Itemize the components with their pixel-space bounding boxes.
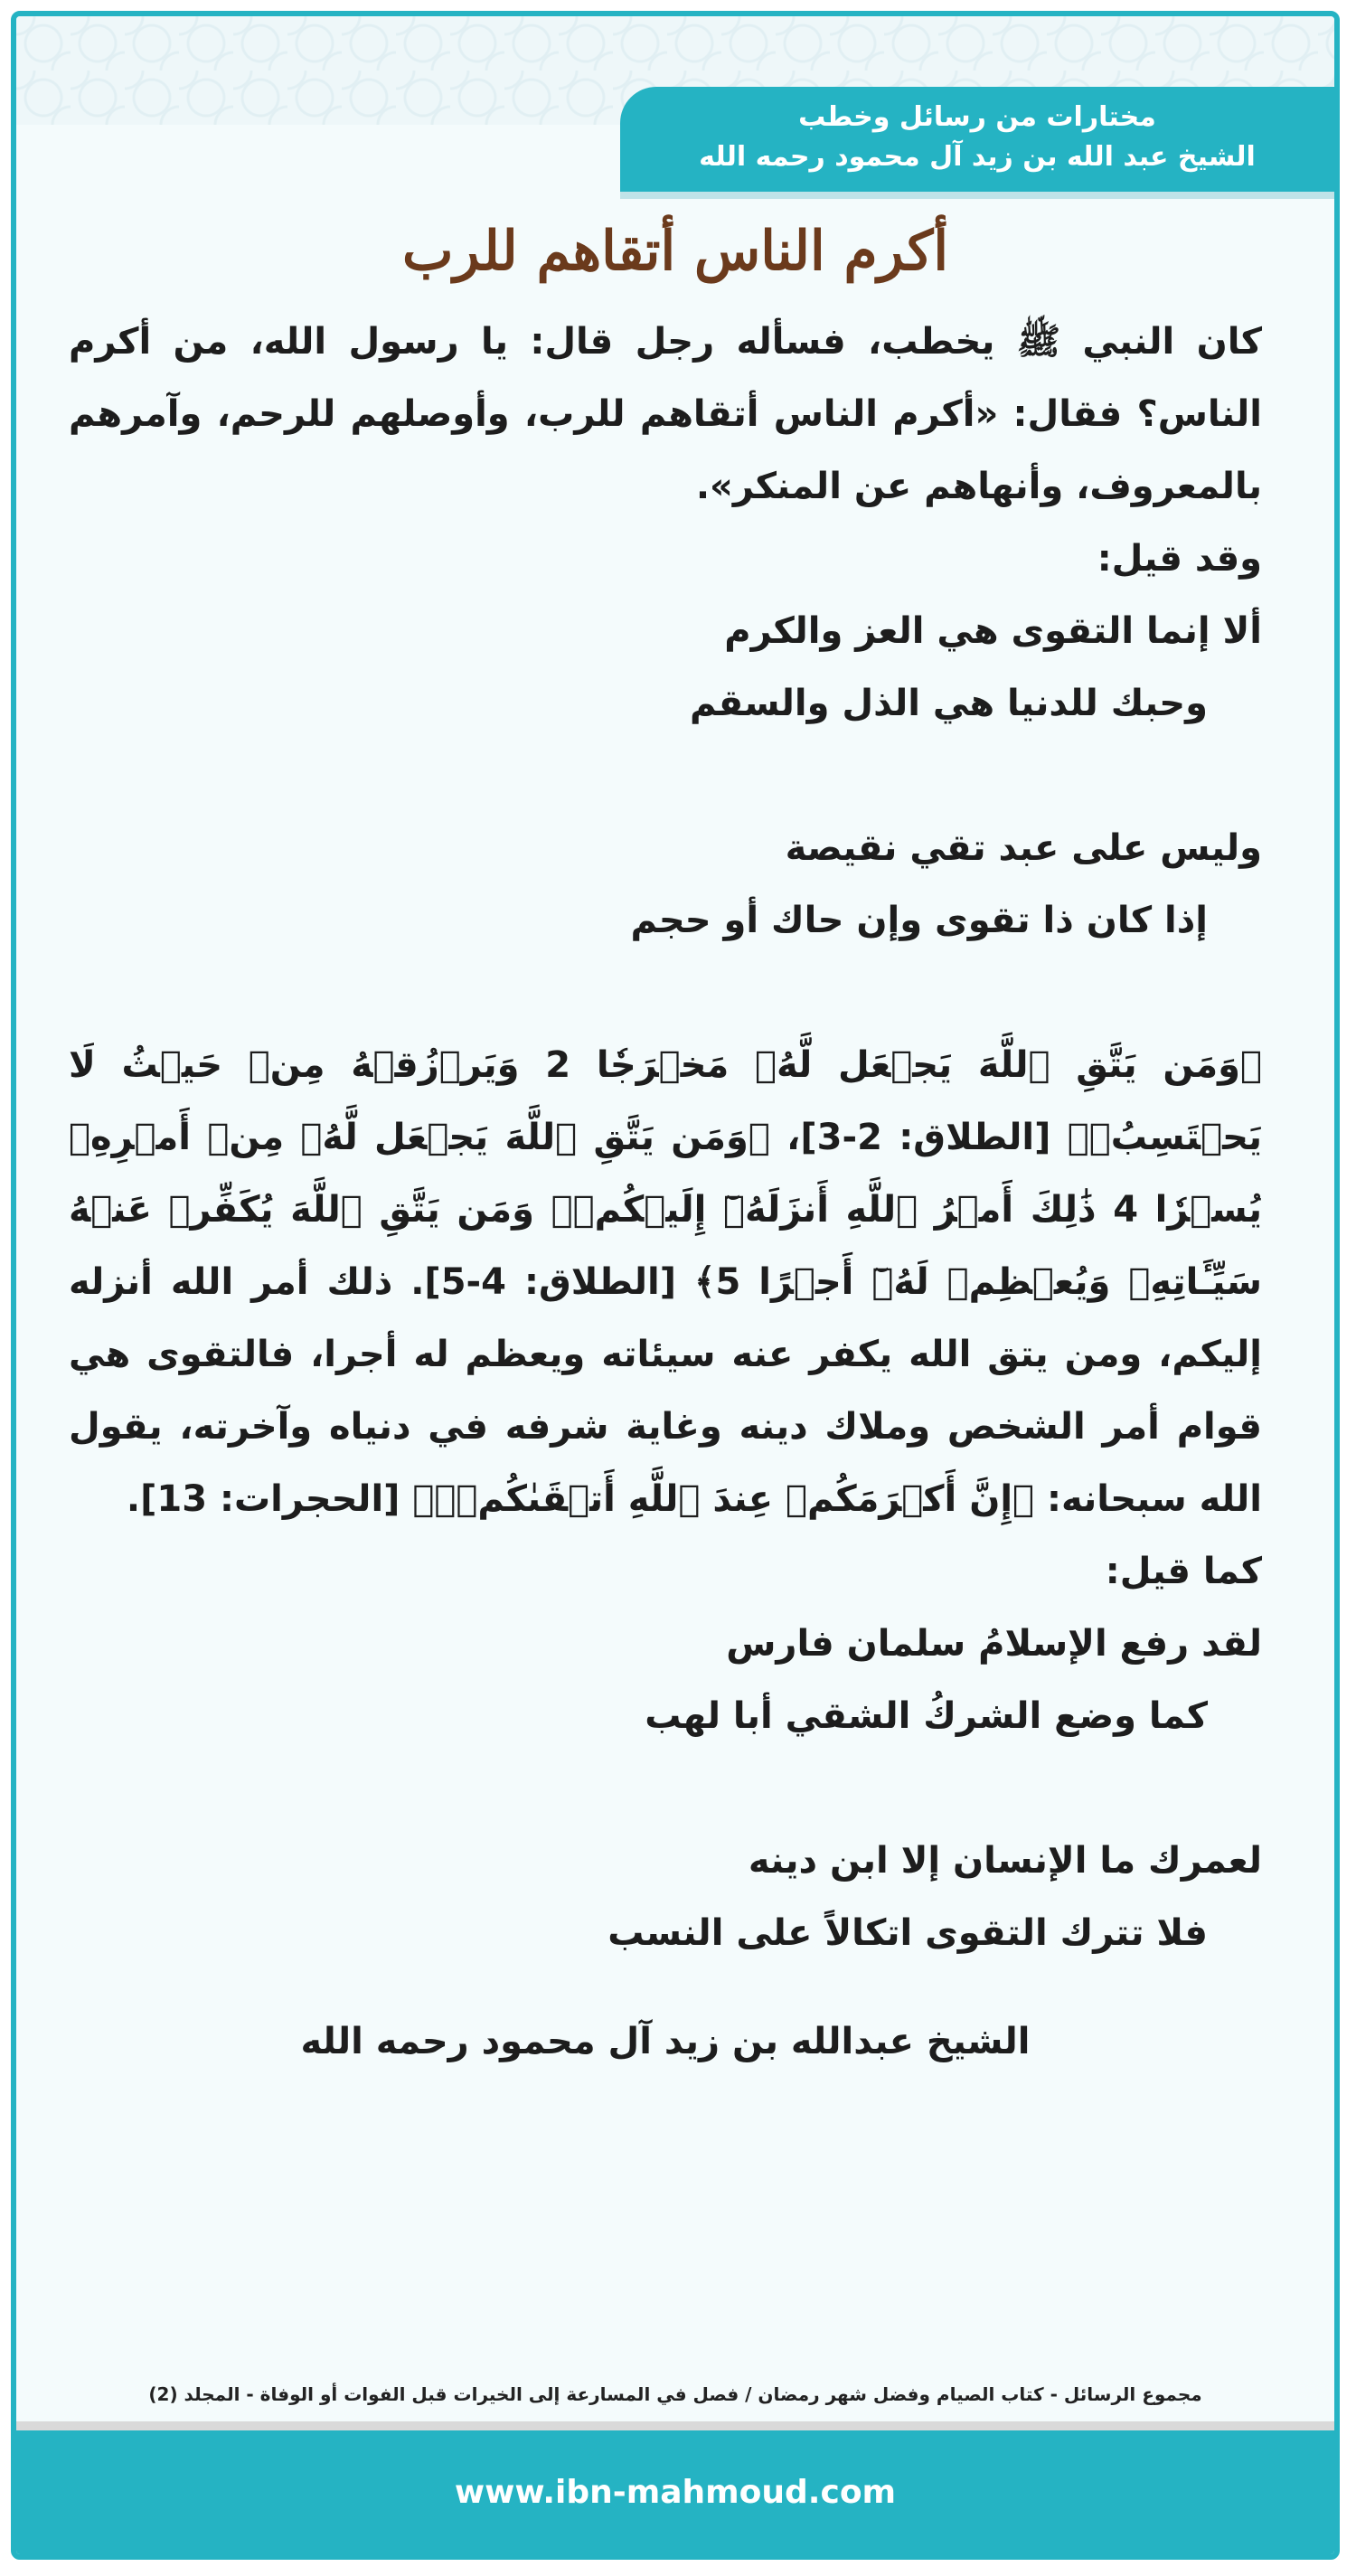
poem-1-verse-2a: وليس على عبد تقي نقيصة [785, 827, 1262, 869]
poem-1-verse-1b: وحبك للدنيا هي الذل والسقم [690, 683, 1208, 724]
page-frame [11, 11, 1340, 2560]
author-signature: الشيخ عبدالله بن زيد آل محمود رحمه الله [300, 2021, 1031, 2062]
footer-bar [16, 2430, 1334, 2554]
poem-1-verse-1a: ألا إنما التقوى هي العز والكرم [724, 610, 1262, 652]
poem-1 [69, 595, 1262, 957]
verses-paragraph: ﴿وَمَن يَتَّقِ ٱللَّهَ يَجۡعَل لَّهُۥ مَخۡرَجٗا 2 وَيَرۡزُقۡهُ مِنۡ حَيۡثُ لَا يَحۡتَسِبُۚ﴾ [الطلاق: 2-3]، ﴿وَمَن يَتَّقِ ٱللَّهَ يَجۡعَل لَّهُۥ مِنۡ أَمۡرِهِۦ يُسۡرٗا 4 ذَٰلِكَ أَمۡرُ ٱللَّهِ أَنزَلَهُۥٓ إِلَيۡكُمۡۚ وَمَن يَتَّقِ ٱللَّهَ يُكَفِّرۡ عَنۡهُ سَيِّـَٔاتِهِۦ وَيُعۡظِمۡ لَهُۥٓ أَجۡرًا 5﴾ [الطلاق: 4-5]. ذلك أمر الله أنزله إليكم، ومن يتق الله يكفر عنه سيئاته ويعظم له أجرا، فالتقوى هي قوام أمر الشخص وملاك دينه وغاية شرفه في دنياه وآخرته، يقول الله سبحانه: ﴿إِنَّ أَكۡرَمَكُمۡ عِندَ ٱللَّهِ أَتۡقَىٰكُمۡۚ﴾ [الحجرات: 13]. [69, 1044, 1263, 1520]
header-divider [620, 192, 1334, 199]
poem-2-verse-2b: فلا تترك التقوى اتكالاً على النسب [607, 1912, 1208, 1954]
footer-divider [16, 2421, 1334, 2430]
series-author: الشيخ عبد الله بن زيد آل محمود رحمه الله [699, 141, 1256, 173]
quote-intro-2: كما قيل: [1105, 1551, 1262, 1592]
poem-2-verse-1a: لقد رفع الإسلامُ سلمان فارس [726, 1623, 1262, 1665]
poem-2-verse-2a: لعمرك ما الإنسان إلا ابن دينه [748, 1840, 1262, 1882]
poem-2 [69, 1608, 1262, 1969]
poem-2-verse-1b: كما وضع الشركُ الشقي أبا لهب [645, 1695, 1208, 1737]
source-citation: مجموع الرسائل - كتاب الصيام وفضل شهر رمضان / فصل في المسارعة إلى الخيرات قبل الفوات أو الوفاة - المجلد (2) [148, 2383, 1202, 2405]
website-link[interactable]: www.ibn-mahmoud.com [454, 2474, 897, 2511]
intro-paragraph: كان النبي ﷺ يخطب، فسأله رجل قال: يا رسول الله، من أكرم الناس؟ فقال: «أكرم الناس أتقاهم للرب، وأوصلهم للرحم، وآمرهم بالمعروف، وأنهاهم عن المنكر». [69, 321, 1262, 507]
quote-intro-1: وقد قيل: [1097, 538, 1262, 580]
article-title: أكرم الناس أتقاهم للرب [401, 220, 949, 283]
series-title: مختارات من رسائل وخطب [798, 101, 1156, 133]
article-body [69, 306, 1262, 2078]
poem-1-verse-2b: إذا كان ذا تقوى وإن حاك أو حجم [630, 900, 1208, 941]
series-header [620, 87, 1334, 192]
